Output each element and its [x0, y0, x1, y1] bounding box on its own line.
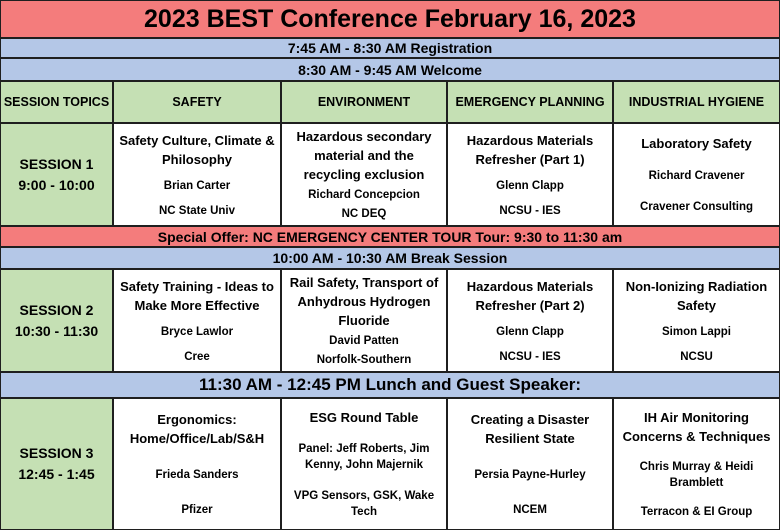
organization: NCSU - IES	[499, 350, 561, 363]
session-1-safety	[113, 123, 281, 226]
session-name: SESSION 1	[19, 155, 94, 172]
organization: Terracon & EI Group	[640, 506, 753, 519]
session-time: 12:45 - 1:45	[18, 466, 95, 482]
talk-title: Rail Safety, Transport of Anhydrous Hydrogen Fluoride	[289, 275, 439, 329]
talk-title: Safety Culture, Climate & Philosophy	[119, 132, 275, 167]
registration-band: 7:45 AM - 8:30 AM Registration	[0, 38, 780, 58]
organization: NC State Univ	[158, 204, 236, 217]
presenter: Panel: Jeff Roberts, Jim Kenny, John Majernik	[298, 443, 430, 472]
header-environment: ENVIRONMENT	[281, 81, 447, 123]
session-2-label	[0, 269, 113, 372]
presenter: Chris Murray & Heidi Bramblett	[639, 460, 754, 489]
presenter: Persia Payne-Hurley	[474, 468, 586, 481]
page-title: 2023 BEST Conference February 16, 2023	[0, 0, 780, 38]
session-2-environment	[281, 269, 447, 372]
organization: NCEM	[513, 503, 547, 516]
session-2-safety	[113, 269, 281, 372]
presenter: David Patten	[329, 334, 399, 347]
talk-title: ESG Round Table	[309, 410, 419, 426]
session-name: SESSION 3	[19, 445, 94, 461]
session-1-hygiene	[613, 123, 780, 226]
organization: Cravener Consulting	[639, 201, 754, 214]
special-offer-band: Special Offer: NC EMERGENCY CENTER TOUR Tour: 9:30 to 11:30 am	[0, 226, 780, 247]
talk-title: Laboratory Safety	[641, 135, 752, 151]
lunch-band: 11:30 AM - 12:45 PM Lunch and Guest Speaker:	[0, 372, 780, 398]
header-industrial-hygiene: INDUSTRIAL HYGIENE	[613, 81, 780, 123]
organization: VPG Sensors, GSK, Wake Tech	[293, 489, 435, 518]
header-session-topics: SESSION TOPICS	[0, 81, 113, 123]
session-time: 9:00 - 10:00	[18, 176, 95, 193]
organization: NCSU - IES	[499, 204, 561, 217]
organization: Norfolk-Southern	[316, 353, 412, 366]
session-name: SESSION 2	[19, 301, 94, 318]
organization: NC DEQ	[341, 207, 387, 220]
break-band: 10:00 AM - 10:30 AM Break Session	[0, 247, 780, 269]
session-3-label	[0, 398, 113, 530]
presenter: Richard Concepcion	[308, 188, 420, 201]
presenter: Richard Cravener	[648, 169, 745, 182]
talk-title: Safety Training - Ideas to Make More Effective	[120, 278, 274, 313]
session-time: 10:30 - 11:30	[14, 322, 99, 339]
talk-title: Hazardous secondary material and the recycling exclusion	[296, 129, 432, 183]
session-3-safety	[113, 398, 281, 530]
presenter: Glenn Clapp	[496, 325, 564, 338]
session-3-environment	[281, 398, 447, 530]
talk-title: Hazardous Materials Refresher (Part 2)	[466, 278, 594, 313]
presenter: Brian Carter	[163, 179, 231, 192]
talk-title: IH Air Monitoring Concerns & Techniques	[622, 409, 771, 444]
session-2-emergency	[447, 269, 613, 372]
session-1-environment	[281, 123, 447, 226]
organization: Pfizer	[181, 503, 213, 516]
organization: NCSU	[680, 350, 713, 363]
session-1-emergency	[447, 123, 613, 226]
presenter: Glenn Clapp	[496, 179, 564, 192]
session-2-hygiene	[613, 269, 780, 372]
session-3-hygiene	[613, 398, 780, 530]
presenter: Frieda Sanders	[155, 468, 239, 481]
presenter: Bryce Lawlor	[160, 325, 234, 338]
header-emergency-planning: EMERGENCY PLANNING	[447, 81, 613, 123]
organization: Cree	[184, 350, 210, 363]
header-safety: SAFETY	[113, 81, 281, 123]
welcome-band: 8:30 AM - 9:45 AM Welcome	[0, 58, 780, 81]
talk-title: Non-Ionizing Radiation Safety	[625, 278, 768, 313]
session-3-emergency	[447, 398, 613, 530]
talk-title: Hazardous Materials Refresher (Part 1)	[466, 132, 594, 167]
session-1-label	[0, 123, 113, 226]
talk-title: Creating a Disaster Resilient State	[470, 412, 590, 447]
presenter: Simon Lappi	[662, 325, 731, 338]
talk-title: Ergonomics: Home/Office/Lab/S&H	[129, 412, 265, 447]
